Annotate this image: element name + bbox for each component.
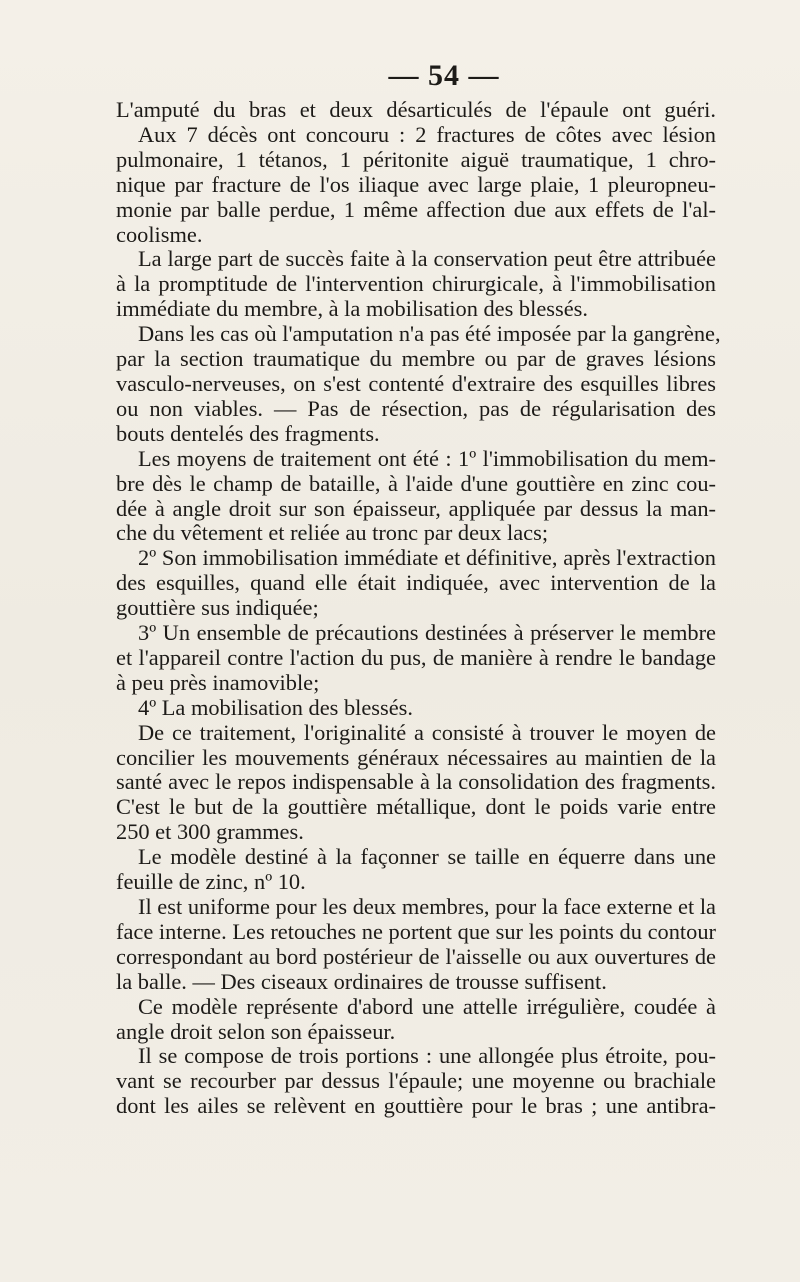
text-line: Ce modèle représente d'abord une attelle irrégulière, coudée à (138, 993, 716, 1019)
text-line: monie par balle perdue, 1 même affection due aux effets de l'al- (116, 196, 716, 222)
text-line: 250 et 300 grammes. (116, 819, 304, 845)
text-line: bre dès le champ de bataille, à l'aide d'une gouttière en zinc cou- (116, 470, 716, 496)
text-line: La large part de succès faite à la conservation peut être attribuée (138, 246, 716, 272)
text-line: che du vêtement et reliée au tronc par deux lacs; (116, 520, 549, 546)
text-line: coolisme. (116, 221, 203, 247)
text-line: et l'appareil contre l'action du pus, de manière à rendre le bandage (116, 644, 716, 670)
text-line: immédiate du membre, à la mobilisation des blessés. (116, 296, 588, 322)
text-line: Les moyens de traitement ont été : 1º l'immobilisation du mem- (138, 445, 716, 471)
text-line: par la section traumatique du membre ou par de graves lésions (116, 346, 716, 372)
text-line: ou non viables. — Pas de résection, pas de régularisation des (116, 395, 716, 421)
text-line: angle droit selon son épaisseur. (116, 1018, 396, 1044)
text-line: la balle. — Des ciseaux ordinaires de trousse suffisent. (116, 968, 607, 994)
text-line: 4º La mobilisation des blessés. (138, 694, 413, 720)
text-line: 2º Son immobilisation immédiate et définitive, après l'extraction (138, 545, 716, 571)
text-line: à la promptitude de l'intervention chirurgicale, à l'immobilisation (116, 271, 716, 297)
text-line: feuille de zinc, nº 10. (116, 869, 306, 895)
text-line: Dans les cas où l'amputation n'a pas été imposée par la gangrène, (138, 321, 721, 347)
text-line: 3º Un ensemble de précautions destinées à préserver le membre (138, 620, 716, 646)
text-line: pulmonaire, 1 tétanos, 1 péritonite aiguë traumatique, 1 chro- (116, 146, 716, 172)
text-line: face interne. Les retouches ne portent que sur les points du contour (116, 918, 716, 944)
text-line: vasculo-nerveuses, on s'est contenté d'extraire des esquilles libres (116, 370, 716, 396)
page-number: — 54 — (388, 59, 500, 92)
text-line: Il se compose de trois portions : une allongée plus étroite, pou- (138, 1043, 716, 1069)
text-line: Aux 7 décès ont concouru : 2 fractures de côtes avec lésion (138, 121, 716, 147)
text-line: des esquilles, quand elle était indiquée, avec intervention de la (116, 570, 716, 596)
text-line: dont les ailes se relèvent en gouttière pour le bras ; une antibra- (116, 1093, 716, 1119)
text-line: dée à angle droit sur son épaisseur, appliquée par dessus la man- (116, 495, 716, 521)
text-line: concilier les mouvements généraux nécessaires au maintien de la (116, 744, 716, 770)
text-line: bouts dentelés des fragments. (116, 420, 380, 446)
text-line: à peu près inamovible; (116, 669, 320, 695)
text-line: De ce traitement, l'originalité a consisté à trouver le moyen de (138, 719, 716, 745)
text-line: Le modèle destiné à la façonner se taille en équerre dans une (138, 844, 716, 870)
text-line: Il est uniforme pour les deux membres, pour la face externe et la (138, 894, 716, 919)
text-line: nique par fracture de l'os iliaque avec large plaie, 1 pleuropneu- (116, 171, 716, 197)
text-line: vant se recourber par dessus l'épaule; une moyenne ou brachiale (116, 1068, 716, 1094)
text-line: santé avec le repos indispensable à la consolidation des fragments. (116, 769, 716, 795)
text-line: gouttière sus indiquée; (116, 595, 319, 621)
text-column (116, 58, 721, 1119)
text-line: C'est le but de la gouttière métallique, dont le poids varie entre (116, 794, 716, 820)
text-line: L'amputé du bras et deux désarticulés de l'épaule ont guéri. (116, 97, 716, 122)
text-line: correspondant au bord postérieur de l'aisselle ou aux ouvertures de (116, 943, 716, 969)
